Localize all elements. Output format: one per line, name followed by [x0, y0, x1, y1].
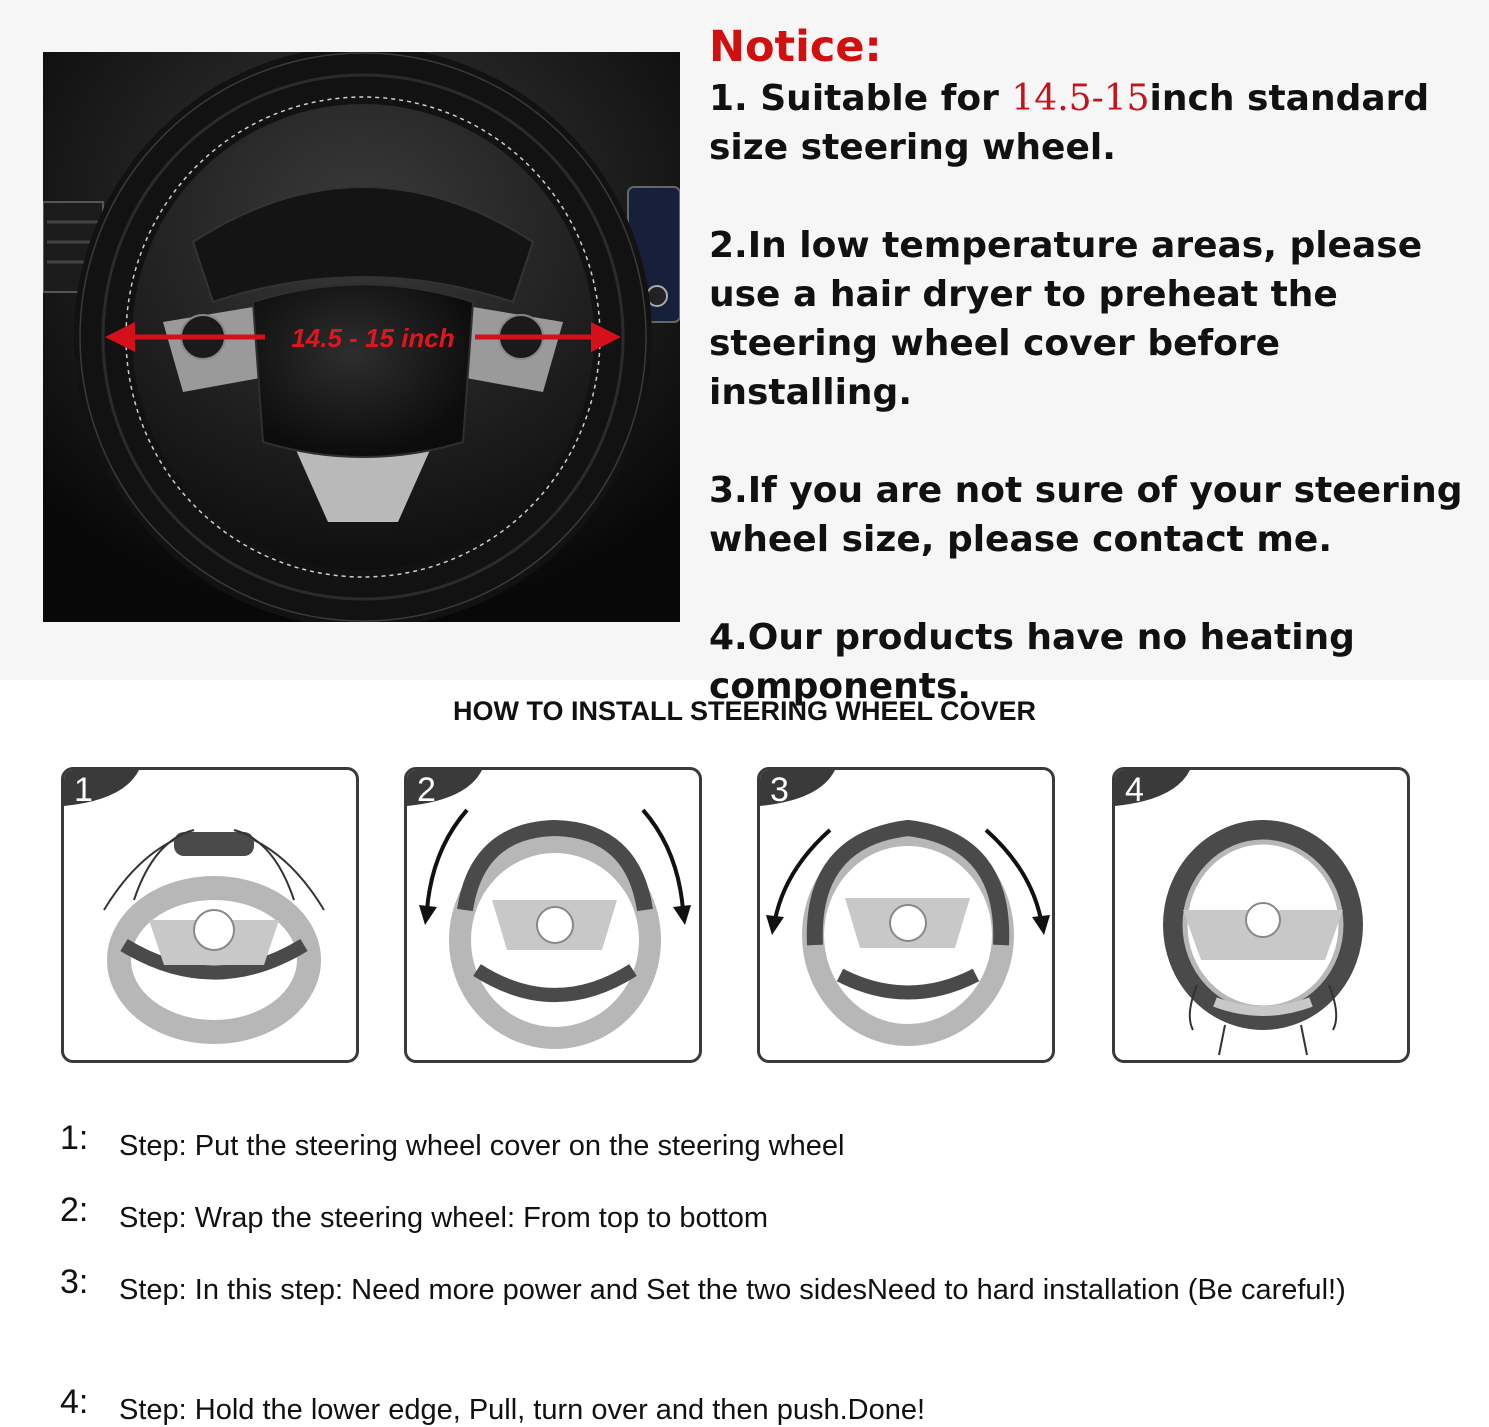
step-card-number: 3 [770, 771, 789, 809]
instruction-text: Step: Hold the lower edge, Pull, turn over and then push.Done! [119, 1394, 926, 1426]
notice-item-2: 2.In low temperature areas, please use a hair dryer to preheat the steering wheel cover before installing. [709, 225, 1423, 413]
step-card-3 [757, 767, 1055, 1063]
instruction-text: Step: In this step: Need more power and Set the two sidesNeed to hard installation (Be careful!) [119, 1274, 1346, 1306]
install-title: HOW TO INSTALL STEERING WHEEL COVER [452, 696, 1037, 726]
instruction-number: 4: [60, 1383, 89, 1421]
size-highlight: 14.5-15 [1011, 78, 1150, 119]
step-card-number: 1 [74, 771, 93, 809]
step-3-illustration [760, 770, 1055, 1063]
instruction-text: Step: Wrap the steering wheel: From top to bottom [119, 1202, 769, 1234]
step-1-illustration [64, 770, 359, 1063]
step-card-1 [61, 767, 359, 1063]
notice-item-3: 3.If you are not sure of your steering wheel size, please contact me. [709, 470, 1463, 560]
instruction-number: 2: [60, 1191, 89, 1229]
notice-item-4: 4.Our products have no heating components. [709, 617, 1355, 707]
step-card-4 [1112, 767, 1410, 1063]
step-2-illustration [407, 770, 702, 1063]
steering-wheel-illustration [43, 52, 680, 622]
measure-label: 14.5 - 15 inch [291, 323, 455, 353]
notice-item-1 [709, 74, 1484, 172]
steering-wheel-photo [43, 52, 680, 622]
instruction-number: 3: [60, 1263, 89, 1301]
notice-list [709, 74, 1484, 760]
step-card-number: 4 [1125, 771, 1144, 809]
step-4-illustration [1115, 770, 1410, 1063]
instruction-text: Step: Put the steering wheel cover on the steering wheel [119, 1130, 845, 1162]
notice-item-1-suffix: inch standard size steering wheel. [709, 78, 1430, 168]
instruction-number: 1: [60, 1119, 89, 1157]
step-card-2 [404, 767, 702, 1063]
notice-item-1-prefix: 1. Suitable for [709, 78, 1012, 119]
install-steps-row [0, 767, 1489, 1067]
notice-title: Notice: [709, 22, 882, 72]
step-card-number: 2 [417, 771, 436, 809]
